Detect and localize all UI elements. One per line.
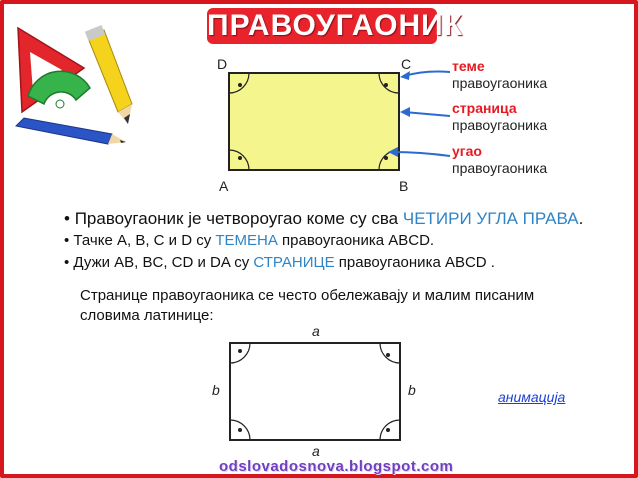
bullet-suffix: . <box>578 209 584 228</box>
bullet-suffix: правоугаоника ABCD. <box>277 232 435 249</box>
bullet-highlight: СТРАНИЦЕ <box>253 254 335 271</box>
bullet-highlight: ТЕМЕНА <box>215 232 278 249</box>
legend-angle <box>452 143 547 177</box>
bullet-suffix: правоугаоника ABCD . <box>334 254 495 271</box>
side-labeling-note <box>80 286 534 326</box>
slide-title: ПРАВОУГАОНИК <box>207 9 464 42</box>
definition-list <box>64 208 583 274</box>
vertex-label-b: B <box>399 178 409 194</box>
definition-item: • Правоугаоник је четвороугао коме су сва ЧЕТИРИ УГЛА ПРАВА. <box>64 209 584 228</box>
vertex-label-c: C <box>401 56 412 72</box>
bottom-rectangle-diagram <box>230 343 400 440</box>
bullet-text: Правоугаоник је четвороугао коме су сва <box>74 209 403 228</box>
definition-item: • Дужи AB, BC, CD и DA су СТРАНИЦЕ правоугаоника ABCD . <box>64 254 495 271</box>
side-label-top: a <box>312 323 320 339</box>
legend-desc: правоугаоника <box>452 75 548 91</box>
top-rectangle-diagram <box>229 73 399 170</box>
bullet-highlight: ЧЕТИРИ УГЛА ПРАВА <box>402 209 579 228</box>
side-label-bottom: a <box>312 443 320 459</box>
footer-blog-url: odslovadosnova.blogspot.com <box>219 458 454 475</box>
bullet-text: Дужи AB, BC, CD и DA су <box>73 254 254 271</box>
legend-term: страница <box>452 100 517 116</box>
side-label-right: b <box>408 382 416 398</box>
legend-vertex <box>452 58 547 92</box>
note-line: Странице правоугаоника се често обележавају и малим писаним <box>80 287 535 304</box>
definition-item: • Тачке A, B, C и D су ТЕМЕНА правоугаоника ABCD. <box>64 232 435 249</box>
bullet-text: Тачке A, B, C и D су <box>73 232 216 249</box>
legend-side <box>452 100 547 134</box>
side-label-left: b <box>212 382 220 398</box>
blue-pencil-icon <box>16 118 126 144</box>
triangle-ruler-icon <box>18 28 84 112</box>
note-line: словима латинице: <box>80 307 214 324</box>
yellow-pencil-icon <box>85 25 132 124</box>
legend-desc: правоугаоника <box>452 117 548 133</box>
vertex-label-d: D <box>217 56 228 72</box>
legend-term: угао <box>452 143 482 159</box>
vertex-label-a: A <box>219 178 229 194</box>
legend-desc: правоугаоника <box>452 160 548 176</box>
animation-link[interactable]: анимација <box>498 389 566 405</box>
legend-term: теме <box>452 58 485 74</box>
